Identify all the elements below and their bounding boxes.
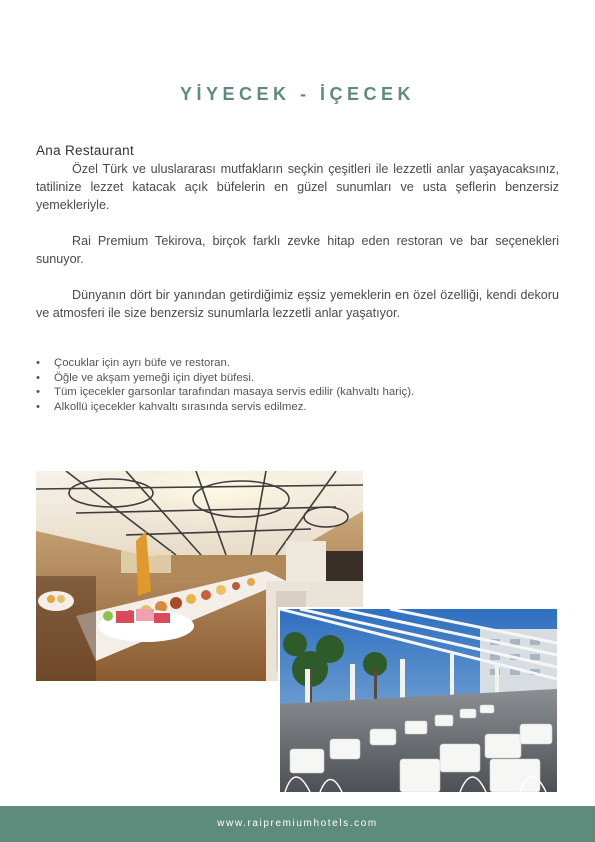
page-title: YİYECEK - İÇECEK — [179, 84, 416, 104]
paragraph-cuisine: Dünyanın dört bir yanından getirdiğimiz eşsiz yemeklerin en özel özelliği, kendi dekoru ve atmosferi ile size benzersiz sunumlarla lezzetli anlar yaşatıyor. — [36, 288, 559, 320]
list-item-text: Öğle ve akşam yemeği için diyet büfesi. — [54, 371, 255, 384]
paragraph-intro: Özel Türk ve uluslararası mutfakların seçkin çeşitleri ile lezzetli anlar yaşayacaksınız, tatilinize lezzet katacak açık büfelerin en güzel sunumları ve usta şeflerin benzersiz yemekleriyle. — [36, 162, 559, 212]
footer-website: www.raipremiumhotels.com — [0, 806, 595, 842]
bullet-icon: • — [36, 357, 40, 369]
list-item-text: Çocuklar için ayrı büfe ve restoran. — [54, 357, 230, 369]
bullet-icon: • — [36, 400, 40, 413]
list-item — [36, 371, 414, 386]
bullet-icon: • — [36, 371, 40, 384]
terrace-restaurant-photo — [278, 607, 559, 794]
list-item-text: Tüm içecekler garsonlar tarafından masaya servis edilir (kahvaltı hariç). — [54, 386, 415, 398]
feature-list — [36, 356, 414, 414]
list-item — [36, 385, 414, 400]
list-item-text: Alkollü içecekler kahvaltı sırasında servis edilmez. — [54, 400, 307, 413]
section-heading: Ana Restaurant — [36, 143, 135, 158]
list-item — [36, 356, 414, 371]
bullet-icon: • — [36, 386, 40, 398]
paragraph-options: Rai Premium Tekirova, birçok farklı zevke hitap eden restoran ve bar seçenekleri sunuyor. — [36, 234, 559, 266]
list-item — [36, 400, 414, 415]
